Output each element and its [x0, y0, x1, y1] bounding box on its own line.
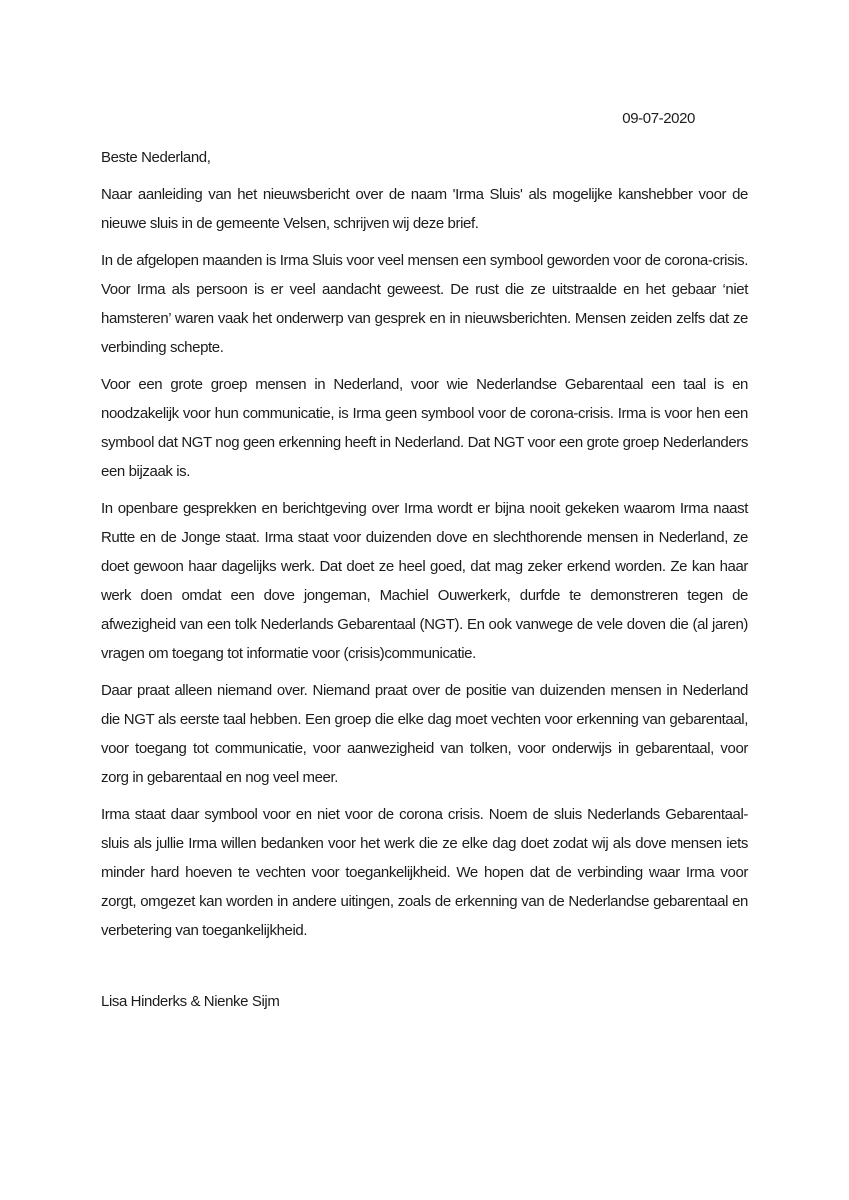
paragraph [101, 180, 748, 238]
paragraph-line: voor toegang tot communicatie, voor aanwezigheid van tolken, voor onderwijs in gebarentaal, voor [101, 740, 748, 757]
paragraph-line: Voor Irma als persoon is er veel aandacht geweest. De rust die ze uitstraalde en het gebaar ‘niet [101, 281, 748, 298]
paragraph-line: Daar praat alleen niemand over. Niemand praat over de positie van duizenden mensen in Nederland [101, 682, 748, 699]
paragraph-line: Voor een grote groep mensen in Nederland, voor wie Nederlandse Gebarentaal een taal is en [101, 376, 748, 393]
letter-salutation: Beste Nederland, [101, 149, 211, 166]
paragraph-line: vragen om toegang tot informatie voor (crisis)communicatie. [101, 645, 476, 662]
paragraph-line: Irma staat daar symbool voor en niet voor de corona crisis. Noem de sluis Nederlands Gebarentaal- [101, 806, 748, 823]
paragraph-line: nieuwe sluis in de gemeente Velsen, schrijven wij deze brief. [101, 215, 479, 232]
paragraph-line: die NGT als eerste taal hebben. Een groep die elke dag moet vechten voor erkenning van gebarentaal, [101, 711, 748, 728]
paragraph [101, 246, 748, 362]
paragraph-line: afwezigheid van een tolk Nederlands Gebarentaal (NGT). En ook vanwege de vele doven die (al jaren) [101, 616, 748, 633]
paragraph-line: een bijzaak is. [101, 463, 191, 480]
paragraph [101, 370, 748, 486]
letter-content [101, 104, 748, 1016]
paragraph [101, 800, 748, 945]
paragraph-line: In de afgelopen maanden is Irma Sluis voor veel mensen een symbool geworden voor de corona-crisis. [101, 252, 748, 269]
paragraph-line: zorgt, omgezet kan worden in andere uitingen, zoals de erkenning van de Nederlandse gebarentaal en [101, 893, 748, 910]
paragraph-line: Rutte en de Jonge staat. Irma staat voor duizenden dove en slechthorende mensen in Nederland, ze [101, 529, 748, 546]
paragraph-line: doet gewoon haar dagelijks werk. Dat doet ze heel goed, dat mag zeker erkend worden. Ze kan haar [101, 558, 748, 575]
paragraph-line: Naar aanleiding van het nieuwsbericht over de naam 'Irma Sluis' als mogelijke kanshebber voor de [101, 186, 748, 203]
paragraph-line: werk doen omdat een dove jongeman, Machiel Ouwerkerk, durfde te demonstreren tegen de [101, 587, 748, 604]
paragraph-line: sluis als jullie Irma willen bedanken voor het werk die ze elke dag doet zodat wij als dove mensen iets [101, 835, 748, 852]
paragraph-line: verbetering van toegankelijkheid. [101, 922, 308, 939]
paragraph [101, 676, 748, 792]
paragraph-line: hamsteren’ waren vaak het onderwerp van gesprek en in nieuwsberichten. Mensen zeiden zelfs dat ze [101, 310, 748, 327]
paragraph-line: minder hard hoeven te vechten voor toegankelijkheid. We hopen dat de verbinding waar Irma voor [101, 864, 748, 881]
paragraph-line: verbinding schepte. [101, 339, 224, 356]
paragraph [101, 494, 748, 668]
paragraph-line: zorg in gebarentaal en nog veel meer. [101, 769, 339, 786]
paragraph-line: symbool dat NGT nog geen erkenning heeft in Nederland. Dat NGT voor een grote groep Nederlanders [101, 434, 748, 451]
paragraph-line: noodzakelijk voor hun communicatie, is Irma geen symbool voor de corona-crisis. Irma is voor hen een [101, 405, 748, 422]
letter-date: 09-07-2020 [622, 110, 695, 127]
paragraph-line: In openbare gesprekken en berichtgeving over Irma wordt er bijna nooit gekeken waarom Irma naast [101, 500, 748, 517]
letter-paragraphs [101, 180, 748, 945]
letter-signature: Lisa Hinderks & Nienke Sijm [101, 993, 280, 1010]
